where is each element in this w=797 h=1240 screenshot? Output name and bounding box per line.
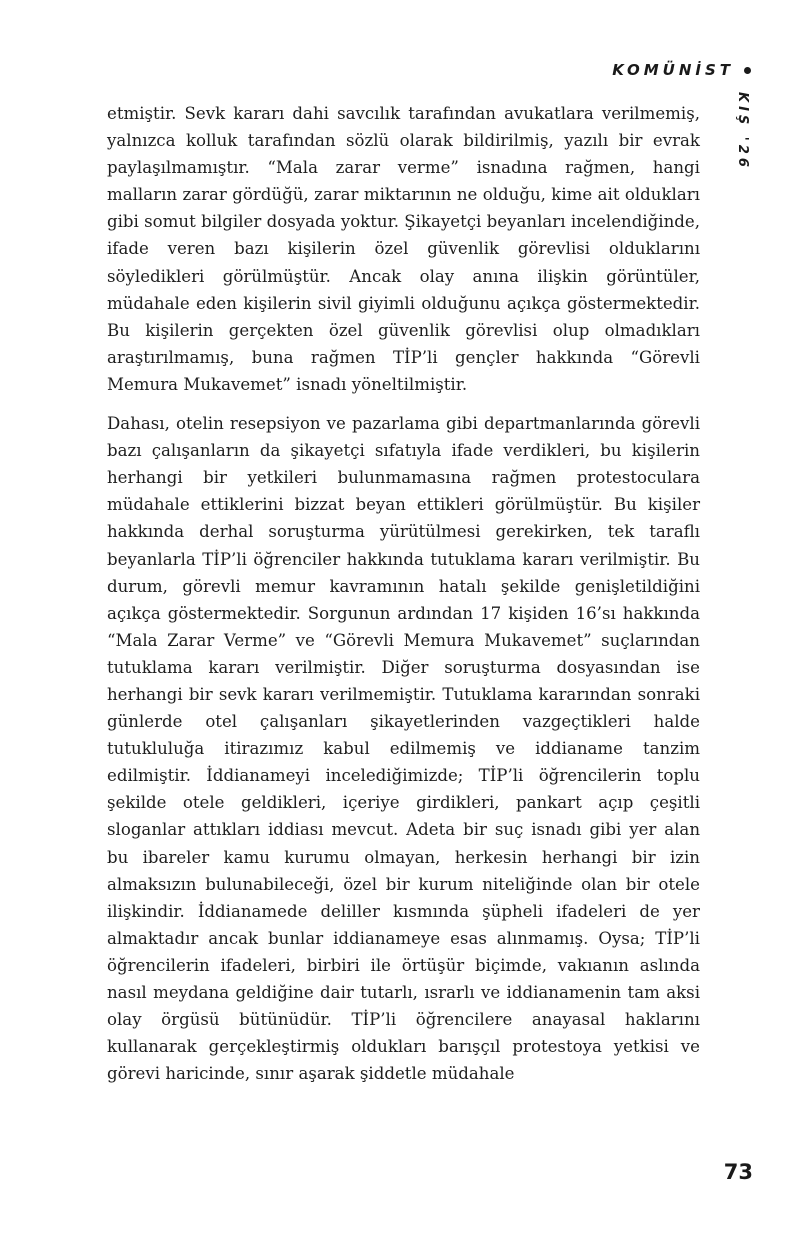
paragraph: Dahası, otelin resepsiyon ve pazarlama gibi departmanlarında görevli bazı çalışanların da şikayetçi sıfatıyla ifade verdikleri, bu kişilerin herhangi bir yetkileri bulunmamasına rağmen protestoculara müdahale ettiklerini bizzat beyan ettikleri görülmüştür. Bu kişiler hakkında derhal soruşturma yürütülmesi gerekirken, tek taraflı beyanlarla TİP’li öğrenciler hakkında tutuklama kararı verilmiştir. Bu durum, görevli memur kavramının hatalı şekilde genişletildiğini açıkça göstermektedir. Sorgunun ardından 17 kişiden 16’sı hakkında “Mala Zarar Verme” ve “Görevli Memura Mukavemet” suçlarından tutuklama kararı verilmiştir. Diğer soruşturma dosyasından ise herhangi bir sevk kararı verilmemiştir. Tutuklama kararından sonraki günlerde otel çalışanları şikayetlerinden vazgeçtikleri halde tutukluluğa itirazımız kabul edilmemiş ve iddianame tanzim edilmiştir. İddianameyi incelediğimizde; TİP’li öğrencilerin toplu şekilde otele geldikleri, içeriye girdikleri, pankart açıp çeşitli sloganlar attıkları iddiası mevcut. Adeta bir suç isnadı gibi yer alan bu ibareler kamu kurumu olmayan, herkesin herhangi bir izin almaksızın bulunabileceği, özel bir kurum niteliğinde olan bir otele ilişkindir. İddianamede deliller kısmında şüpheli ifadeleri de yer almaktadır ancak bunlar iddianameye esas alınmamış. Oysa; TİP’li öğrencilerin ifadeleri, birbiri ile örtüşür biçimde, vakıanın aslında nasıl meydana geldiğine dair tutarlı, ısrarlı ve iddianamenin tam aksi olay örgüsü bütünüdür. TİP’li öğrencilere anayasal haklarını kullanarak gerçekleştirmiş oldukları barışçıl protestoya yetkisi ve görevi haricinde, sınır aşarak şiddetle müdahale bbox=[107, 414, 700, 1084]
magazine-name: KOMÜNİST bbox=[612, 61, 734, 79]
paragraph: etmiştir. Sevk kararı dahi savcılık tarafından avukatlara verilmemiş, yalnızca kolluk tarafından sözlü olarak bildirilmiş, yazılı bir evrak paylaşılmamıştır. “Mala zarar verme” isnadına rağmen, hangi malların zarar gördüğü, zarar miktarının ne olduğu, kime ait oldukları gibi somut bilgiler dosyada yoktur. Şikayetçi beyanları incelendiğinde, ifade veren bazı kişilerin özel güvenlik görevlisi olduklarını söyledikleri görülmüştür. Ancak olay anına ilişkin görüntüler, müdahale eden kişilerin sivil giyimli olduğunu açıkça göstermektedir. Bu kişilerin gerçekten özel güvenlik görevlisi olup olmadıkları araştırılmamış, buna rağmen TİP’li gençler hakkında “Görevli Memura Mukavemet” isnadı yöneltilmiştir. bbox=[107, 104, 700, 394]
article-body bbox=[107, 100, 700, 1087]
page-number: 73 bbox=[723, 1160, 753, 1184]
issue-label: KIŞ '26 bbox=[735, 92, 750, 171]
bullet-dot-icon bbox=[744, 67, 751, 74]
running-head bbox=[612, 61, 751, 79]
